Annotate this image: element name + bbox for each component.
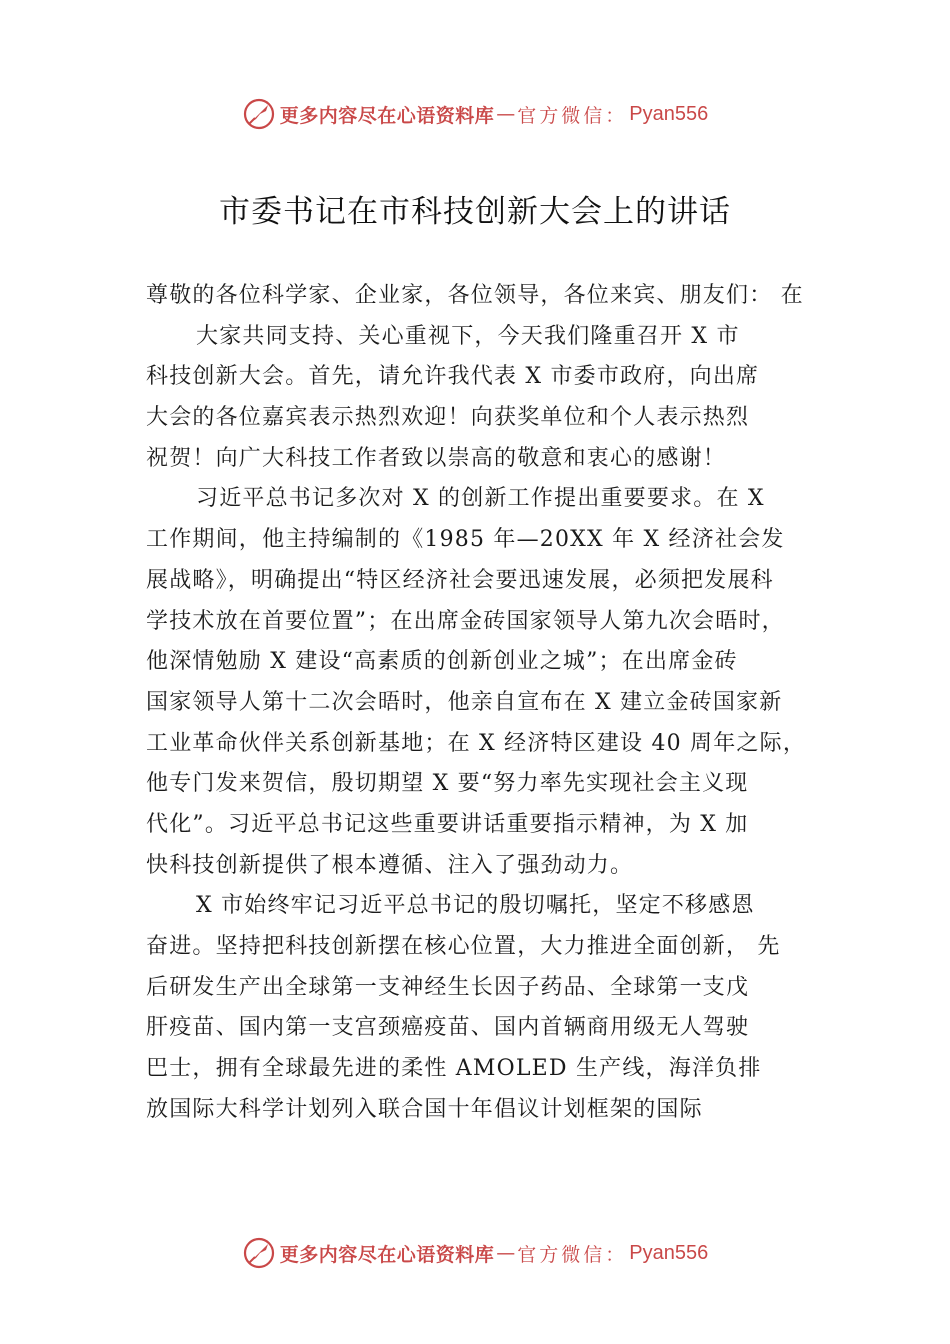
text-line: 他专门发来贺信，殷切期望 X 要“努力率先实现社会主义现 (146, 771, 749, 797)
page-title: 市委书记在市科技创新大会上的讲话 (219, 194, 731, 230)
text-line: 国家领导人第十二次会晤时，他亲自宣布在 X 建立金砖国家新 (146, 689, 783, 715)
watermark-footer (0, 1233, 950, 1273)
text-line: 工作期间，他主持编制的《1985 年—20XX 年 X 经济社会发 (146, 527, 785, 553)
watermark-dash: — (496, 103, 516, 125)
watermark-wechat-id: Pyan556 (629, 102, 709, 125)
text-line: 快科技创新提供了根本遵循、注入了强劲动力。 (146, 852, 634, 878)
quill-logo-icon (242, 1236, 276, 1270)
text-line: X 市始终牢记习近平总书记的殷切嘱托，坚定不移感恩 (196, 893, 755, 919)
quill-logo-icon (242, 97, 276, 131)
speech-body (146, 276, 836, 1130)
text-line: 大家共同支持、关心重视下，今天我们隆重召开 X 市 (196, 323, 740, 349)
watermark-label: 官方微信： (517, 104, 628, 127)
text-line: 学技术放在首要位置”；在出席金砖国家领导人第九次会晤时， (146, 608, 785, 634)
text-line: 他深情勉励 X 建设“高素质的创新创业之城”；在出席金砖 (146, 649, 738, 675)
text-line: 科技创新大会。首先，请允许我代表 X 市委市政府，向出席 (146, 364, 760, 390)
watermark-dash: — (496, 1242, 516, 1264)
text-line: 展战略》，明确提出“特区经济社会要迅速发展，必须把发展科 (146, 567, 774, 593)
watermark-wechat-id: Pyan556 (629, 1241, 709, 1264)
text-line: 放国际大科学计划列入联合国十年倡议计划框架的国际 (146, 1096, 703, 1122)
text-line: 习近平总书记多次对 X 的创新工作提出重要要求。在 X (196, 486, 765, 512)
watermark-text: 更多内容尽在心语资料库 (279, 1243, 495, 1266)
text-line: 后研发生产出全球第一支神经生长因子药品、全球第一支戊 (146, 974, 750, 1000)
text-line: 奋进。坚持把科技创新摆在核心位置，大力推进全面创新， 先 (146, 934, 781, 959)
text-line: 尊敬的各位科学家、企业家，各位领导，各位来宾、朋友们： 在 (146, 283, 804, 308)
text-line: 代化”。习近平总书记这些重要讲话重要指示精神，为 X 加 (146, 811, 749, 837)
text-line: 工业革命伙伴关系创新基地；在 X 经济特区建设 40 周年之际， (146, 730, 807, 756)
text-line: 大会的各位嘉宾表示热烈欢迎！向获奖单位和个人表示热烈 (146, 405, 750, 431)
text-line: 祝贺！向广大科技工作者致以崇高的敬意和衷心的感谢！ (146, 445, 727, 471)
watermark-header (0, 94, 950, 134)
watermark-label: 官方微信： (517, 1243, 628, 1266)
watermark-text: 更多内容尽在心语资料库 (279, 104, 495, 127)
text-line: 巴士，拥有全球最先进的柔性 AMOLED 生产线，海洋负排 (146, 1056, 762, 1082)
text-line: 肝疫苗、国内第一支宫颈癌疫苗、国内首辆商用级无人驾驶 (146, 1015, 750, 1041)
